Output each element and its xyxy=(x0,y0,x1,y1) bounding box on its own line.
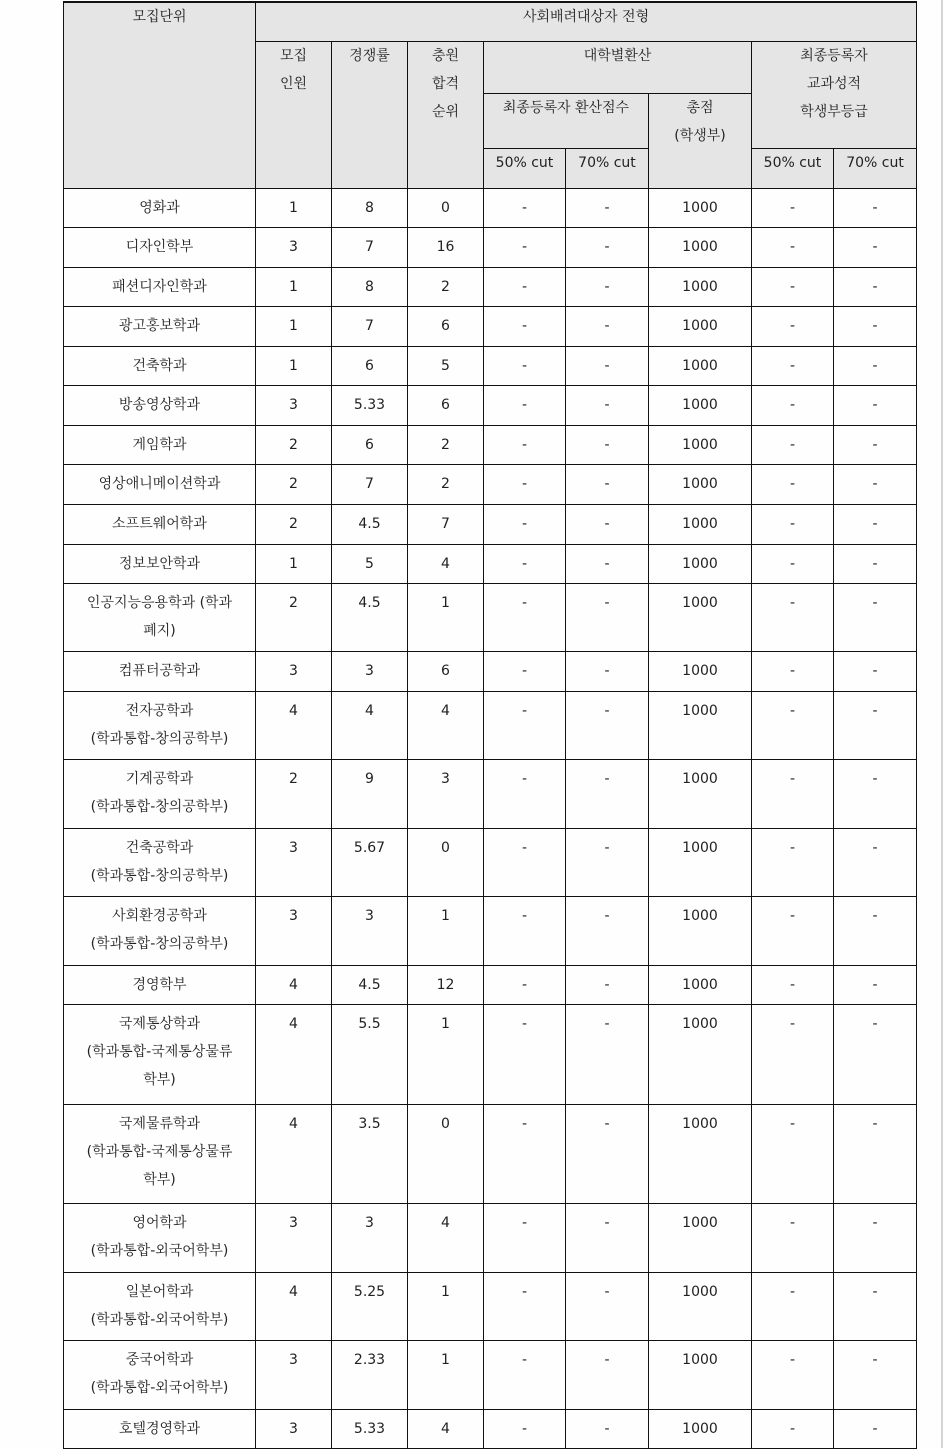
cell-g50: - xyxy=(752,1409,834,1448)
cell-recruit: 3 xyxy=(256,1340,332,1409)
cell-c70: - xyxy=(566,385,649,425)
cell-rank: 1 xyxy=(408,1340,484,1409)
cell-c50: - xyxy=(484,425,566,464)
cell-rank: 1 xyxy=(408,1272,484,1340)
cell-c50: - xyxy=(484,385,566,425)
cell-unit: 경영학부 xyxy=(64,965,256,1004)
cell-recruit: 4 xyxy=(256,965,332,1004)
header-univ-conversion: 대학별환산 xyxy=(484,41,752,93)
cell-total: 1000 xyxy=(649,425,752,464)
header-grade-cut70: 70% cut xyxy=(834,148,917,188)
cell-recruit: 2 xyxy=(256,504,332,544)
cell-g70: - xyxy=(834,1104,917,1203)
table-row xyxy=(64,691,917,759)
cell-ratio: 5.5 xyxy=(332,1004,408,1104)
cell-total: 1000 xyxy=(649,1340,752,1409)
cell-g50: - xyxy=(752,267,834,306)
cell-c70: - xyxy=(566,306,649,346)
cell-c70: - xyxy=(566,1203,649,1272)
cell-rank: 2 xyxy=(408,267,484,306)
cell-unit: 전자공학과 (학과통합-창의공학부) xyxy=(64,691,256,759)
cell-rank: 6 xyxy=(408,385,484,425)
cell-recruit: 2 xyxy=(256,425,332,464)
cell-g70: - xyxy=(834,691,917,759)
cell-c50: - xyxy=(484,1272,566,1340)
cell-c70: - xyxy=(566,828,649,896)
cell-ratio: 9 xyxy=(332,759,408,828)
cell-g50: - xyxy=(752,965,834,1004)
cell-total: 1000 xyxy=(649,227,752,267)
cell-c50: - xyxy=(484,1004,566,1104)
cell-c70: - xyxy=(566,1340,649,1409)
table-row xyxy=(64,651,917,691)
header-waitlist-rank: 충원 합격 순위 xyxy=(408,41,484,188)
cell-recruit: 3 xyxy=(256,828,332,896)
cell-rank: 16 xyxy=(408,227,484,267)
cell-unit: 일본어학과 (학과통합-외국어학부) xyxy=(64,1272,256,1340)
cell-unit: 광고홍보학과 xyxy=(64,306,256,346)
header-final-converted: 최종등록자 환산점수 xyxy=(484,93,649,148)
cell-ratio: 2.33 xyxy=(332,1340,408,1409)
cell-total: 1000 xyxy=(649,965,752,1004)
cell-rank: 0 xyxy=(408,1104,484,1203)
cell-rank: 12 xyxy=(408,965,484,1004)
cell-recruit: 4 xyxy=(256,1004,332,1104)
cell-c50: - xyxy=(484,1203,566,1272)
cell-g70: - xyxy=(834,759,917,828)
cell-c50: - xyxy=(484,464,566,504)
cell-c50: - xyxy=(484,188,566,227)
cell-rank: 4 xyxy=(408,544,484,583)
table-row xyxy=(64,583,917,651)
cell-g70: - xyxy=(834,965,917,1004)
cell-g70: - xyxy=(834,306,917,346)
admission-results-table xyxy=(63,1,917,1449)
cell-c50: - xyxy=(484,346,566,385)
cell-c50: - xyxy=(484,759,566,828)
cell-recruit: 1 xyxy=(256,544,332,583)
cell-unit: 컴퓨터공학과 xyxy=(64,651,256,691)
cell-ratio: 3.5 xyxy=(332,1104,408,1203)
cell-c70: - xyxy=(566,1409,649,1448)
cell-rank: 6 xyxy=(408,651,484,691)
table-row xyxy=(64,1409,917,1448)
cell-total: 1000 xyxy=(649,1004,752,1104)
cell-c50: - xyxy=(484,504,566,544)
cell-g50: - xyxy=(752,425,834,464)
cell-recruit: 4 xyxy=(256,1272,332,1340)
cell-rank: 4 xyxy=(408,1203,484,1272)
table-row xyxy=(64,1340,917,1409)
cell-unit: 소프트웨어학과 xyxy=(64,504,256,544)
cell-c50: - xyxy=(484,896,566,965)
cell-recruit: 3 xyxy=(256,1203,332,1272)
cell-g50: - xyxy=(752,828,834,896)
cell-g70: - xyxy=(834,385,917,425)
cell-unit: 호텔경영학과 xyxy=(64,1409,256,1448)
cell-ratio: 6 xyxy=(332,346,408,385)
cell-c70: - xyxy=(566,346,649,385)
cell-ratio: 8 xyxy=(332,267,408,306)
cell-g70: - xyxy=(834,1004,917,1104)
cell-c70: - xyxy=(566,583,649,651)
cell-c50: - xyxy=(484,651,566,691)
cell-unit: 영화과 xyxy=(64,188,256,227)
cell-total: 1000 xyxy=(649,1272,752,1340)
cell-recruit: 3 xyxy=(256,896,332,965)
table-header xyxy=(64,2,917,188)
table-row xyxy=(64,759,917,828)
cell-total: 1000 xyxy=(649,691,752,759)
cell-c50: - xyxy=(484,306,566,346)
cell-ratio: 5.33 xyxy=(332,385,408,425)
cell-recruit: 1 xyxy=(256,267,332,306)
cell-rank: 1 xyxy=(408,896,484,965)
cell-g50: - xyxy=(752,583,834,651)
table-row xyxy=(64,1104,917,1203)
table-row xyxy=(64,464,917,504)
cell-g70: - xyxy=(834,267,917,306)
cell-g70: - xyxy=(834,227,917,267)
cell-ratio: 4.5 xyxy=(332,504,408,544)
cell-g50: - xyxy=(752,504,834,544)
cell-ratio: 7 xyxy=(332,227,408,267)
cell-c50: - xyxy=(484,828,566,896)
cell-unit: 게임학과 xyxy=(64,425,256,464)
cell-ratio: 6 xyxy=(332,425,408,464)
header-grade-cut50: 50% cut xyxy=(752,148,834,188)
header-conv-cut50: 50% cut xyxy=(484,148,566,188)
table-row xyxy=(64,544,917,583)
cell-c70: - xyxy=(566,1104,649,1203)
cell-rank: 5 xyxy=(408,346,484,385)
cell-c50: - xyxy=(484,1104,566,1203)
cell-total: 1000 xyxy=(649,267,752,306)
cell-c70: - xyxy=(566,464,649,504)
cell-recruit: 1 xyxy=(256,306,332,346)
cell-total: 1000 xyxy=(649,385,752,425)
cell-rank: 2 xyxy=(408,425,484,464)
table-row xyxy=(64,1004,917,1104)
cell-unit: 기계공학과 (학과통합-창의공학부) xyxy=(64,759,256,828)
cell-g50: - xyxy=(752,544,834,583)
cell-ratio: 5 xyxy=(332,544,408,583)
table-row xyxy=(64,828,917,896)
cell-ratio: 5.33 xyxy=(332,1409,408,1448)
cell-g50: - xyxy=(752,691,834,759)
cell-recruit: 2 xyxy=(256,583,332,651)
cell-recruit: 4 xyxy=(256,691,332,759)
cell-ratio: 3 xyxy=(332,1203,408,1272)
cell-c70: - xyxy=(566,691,649,759)
cell-rank: 2 xyxy=(408,464,484,504)
cell-g70: - xyxy=(834,425,917,464)
cell-unit: 중국어학과 (학과통합-외국어학부) xyxy=(64,1340,256,1409)
cell-unit: 국제통상학과 (학과통합-국제통상물류 학부) xyxy=(64,1004,256,1104)
cell-recruit: 2 xyxy=(256,759,332,828)
cell-total: 1000 xyxy=(649,1104,752,1203)
cell-unit: 인공지능응용학과 (학과 폐지) xyxy=(64,583,256,651)
cell-unit: 영상애니메이션학과 xyxy=(64,464,256,504)
cell-g70: - xyxy=(834,583,917,651)
table-row xyxy=(64,306,917,346)
cell-ratio: 7 xyxy=(332,464,408,504)
cell-g50: - xyxy=(752,759,834,828)
cell-rank: 6 xyxy=(408,306,484,346)
header-competition: 경쟁률 xyxy=(332,41,408,188)
cell-total: 1000 xyxy=(649,306,752,346)
cell-c70: - xyxy=(566,965,649,1004)
cell-g50: - xyxy=(752,188,834,227)
cell-unit: 사회환경공학과 (학과통합-창의공학부) xyxy=(64,896,256,965)
cell-total: 1000 xyxy=(649,759,752,828)
table-row xyxy=(64,267,917,306)
cell-c70: - xyxy=(566,544,649,583)
cell-total: 1000 xyxy=(649,188,752,227)
table-body xyxy=(64,188,917,1448)
cell-total: 1000 xyxy=(649,504,752,544)
cell-c50: - xyxy=(484,227,566,267)
cell-unit: 건축학과 xyxy=(64,346,256,385)
cell-c50: - xyxy=(484,544,566,583)
cell-g70: - xyxy=(834,1340,917,1409)
cell-unit: 영어학과 (학과통합-외국어학부) xyxy=(64,1203,256,1272)
cell-g50: - xyxy=(752,346,834,385)
cell-g50: - xyxy=(752,1203,834,1272)
cell-g50: - xyxy=(752,651,834,691)
table-row xyxy=(64,346,917,385)
cell-ratio: 4.5 xyxy=(332,583,408,651)
cell-g70: - xyxy=(834,346,917,385)
cell-unit: 디자인학부 xyxy=(64,227,256,267)
cell-c50: - xyxy=(484,691,566,759)
table-row xyxy=(64,504,917,544)
cell-ratio: 8 xyxy=(332,188,408,227)
cell-recruit: 4 xyxy=(256,1104,332,1203)
cell-total: 1000 xyxy=(649,1203,752,1272)
table-row xyxy=(64,188,917,227)
cell-recruit: 1 xyxy=(256,188,332,227)
table-row xyxy=(64,227,917,267)
cell-ratio: 3 xyxy=(332,651,408,691)
cell-recruit: 3 xyxy=(256,227,332,267)
cell-c50: - xyxy=(484,1409,566,1448)
cell-g70: - xyxy=(834,651,917,691)
cell-unit: 국제물류학과 (학과통합-국제통상물류 학부) xyxy=(64,1104,256,1203)
cell-ratio: 4 xyxy=(332,691,408,759)
cell-c70: - xyxy=(566,1004,649,1104)
table-row xyxy=(64,1203,917,1272)
cell-rank: 3 xyxy=(408,759,484,828)
cell-g70: - xyxy=(834,896,917,965)
cell-total: 1000 xyxy=(649,544,752,583)
header-unit: 모집단위 xyxy=(64,2,256,188)
cell-total: 1000 xyxy=(649,346,752,385)
cell-rank: 4 xyxy=(408,691,484,759)
cell-ratio: 5.25 xyxy=(332,1272,408,1340)
cell-g70: - xyxy=(834,1272,917,1340)
cell-c70: - xyxy=(566,896,649,965)
header-conv-cut70: 70% cut xyxy=(566,148,649,188)
cell-g70: - xyxy=(834,1203,917,1272)
cell-recruit: 3 xyxy=(256,1409,332,1448)
cell-total: 1000 xyxy=(649,896,752,965)
cell-c70: - xyxy=(566,227,649,267)
cell-ratio: 5.67 xyxy=(332,828,408,896)
cell-total: 1000 xyxy=(649,651,752,691)
cell-recruit: 1 xyxy=(256,346,332,385)
cell-c70: - xyxy=(566,651,649,691)
cell-g70: - xyxy=(834,188,917,227)
cell-total: 1000 xyxy=(649,464,752,504)
cell-unit: 패션디자인학과 xyxy=(64,267,256,306)
cell-rank: 4 xyxy=(408,1409,484,1448)
cell-g50: - xyxy=(752,464,834,504)
cell-g50: - xyxy=(752,1340,834,1409)
cell-g70: - xyxy=(834,828,917,896)
cell-rank: 0 xyxy=(408,188,484,227)
cell-c70: - xyxy=(566,504,649,544)
cell-c50: - xyxy=(484,1340,566,1409)
cell-rank: 1 xyxy=(408,583,484,651)
cell-g50: - xyxy=(752,896,834,965)
cell-unit: 정보보안학과 xyxy=(64,544,256,583)
cell-c70: - xyxy=(566,188,649,227)
table-row xyxy=(64,425,917,464)
cell-unit: 건축공학과 (학과통합-창의공학부) xyxy=(64,828,256,896)
cell-g50: - xyxy=(752,1004,834,1104)
cell-recruit: 3 xyxy=(256,651,332,691)
cell-c50: - xyxy=(484,583,566,651)
cell-total: 1000 xyxy=(649,828,752,896)
cell-rank: 7 xyxy=(408,504,484,544)
cell-g50: - xyxy=(752,227,834,267)
cell-c70: - xyxy=(566,1272,649,1340)
cell-ratio: 7 xyxy=(332,306,408,346)
cell-unit: 방송영상학과 xyxy=(64,385,256,425)
header-recruit-count: 모집 인원 xyxy=(256,41,332,188)
cell-ratio: 4.5 xyxy=(332,965,408,1004)
cell-g70: - xyxy=(834,504,917,544)
table-row xyxy=(64,385,917,425)
cell-g70: - xyxy=(834,1409,917,1448)
cell-total: 1000 xyxy=(649,1409,752,1448)
cell-c70: - xyxy=(566,267,649,306)
cell-g70: - xyxy=(834,544,917,583)
header-category: 사회배려대상자 전형 xyxy=(256,2,917,41)
header-final-grade: 최종등록자 교과성적 학생부등급 xyxy=(752,41,917,148)
header-total-score: 총점 (학생부) xyxy=(649,93,752,188)
cell-c50: - xyxy=(484,267,566,306)
cell-g50: - xyxy=(752,1104,834,1203)
cell-recruit: 2 xyxy=(256,464,332,504)
cell-g50: - xyxy=(752,1272,834,1340)
cell-g50: - xyxy=(752,385,834,425)
cell-c70: - xyxy=(566,759,649,828)
table-row xyxy=(64,1272,917,1340)
cell-ratio: 3 xyxy=(332,896,408,965)
cell-g70: - xyxy=(834,464,917,504)
cell-rank: 1 xyxy=(408,1004,484,1104)
table-row xyxy=(64,965,917,1004)
cell-g50: - xyxy=(752,306,834,346)
cell-c50: - xyxy=(484,965,566,1004)
cell-total: 1000 xyxy=(649,583,752,651)
cell-rank: 0 xyxy=(408,828,484,896)
cell-c70: - xyxy=(566,425,649,464)
table-row xyxy=(64,896,917,965)
cell-recruit: 3 xyxy=(256,385,332,425)
